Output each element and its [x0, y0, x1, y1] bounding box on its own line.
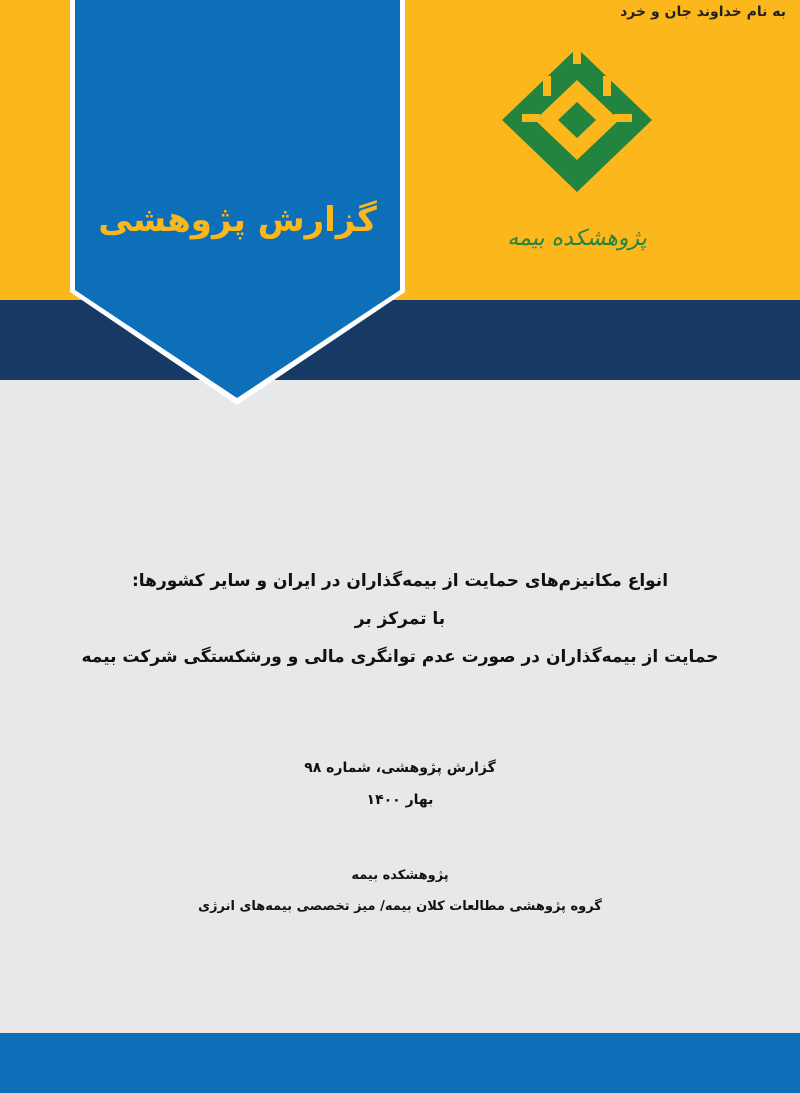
logo-text: پژوهشکده بیمه [507, 226, 647, 251]
report-title-line-3: حمایت از بیمه‌گذاران در صورت عدم توانگری مالی و ورشکستگی شرکت بیمه [81, 647, 719, 667]
report-title [40, 562, 760, 676]
report-title-line-1: انواع مکانیزم‌های حمایت از بیمه‌گذاران در ایران و سایر کشورها: [131, 571, 669, 591]
institute-name: پژوهشکده بیمه [351, 868, 449, 883]
invocation-text: به نام خداوند جان و خرد [620, 4, 786, 20]
report-series: گزارش پژوهشی، شماره ۹۸ [304, 760, 496, 776]
report-organization [40, 860, 760, 922]
report-date: بهار ۱۴۰۰ [366, 792, 434, 808]
bottom-blue-band [0, 1033, 800, 1093]
report-meta [40, 752, 760, 816]
research-group: گروه پژوهشی مطالعات کلان بیمه/ میز تخصصی بیمه‌های انرژی [198, 899, 602, 914]
banner-title: گزارش پژوهشی [98, 200, 377, 240]
report-title-line-2: با تمرکز بر [354, 609, 446, 629]
